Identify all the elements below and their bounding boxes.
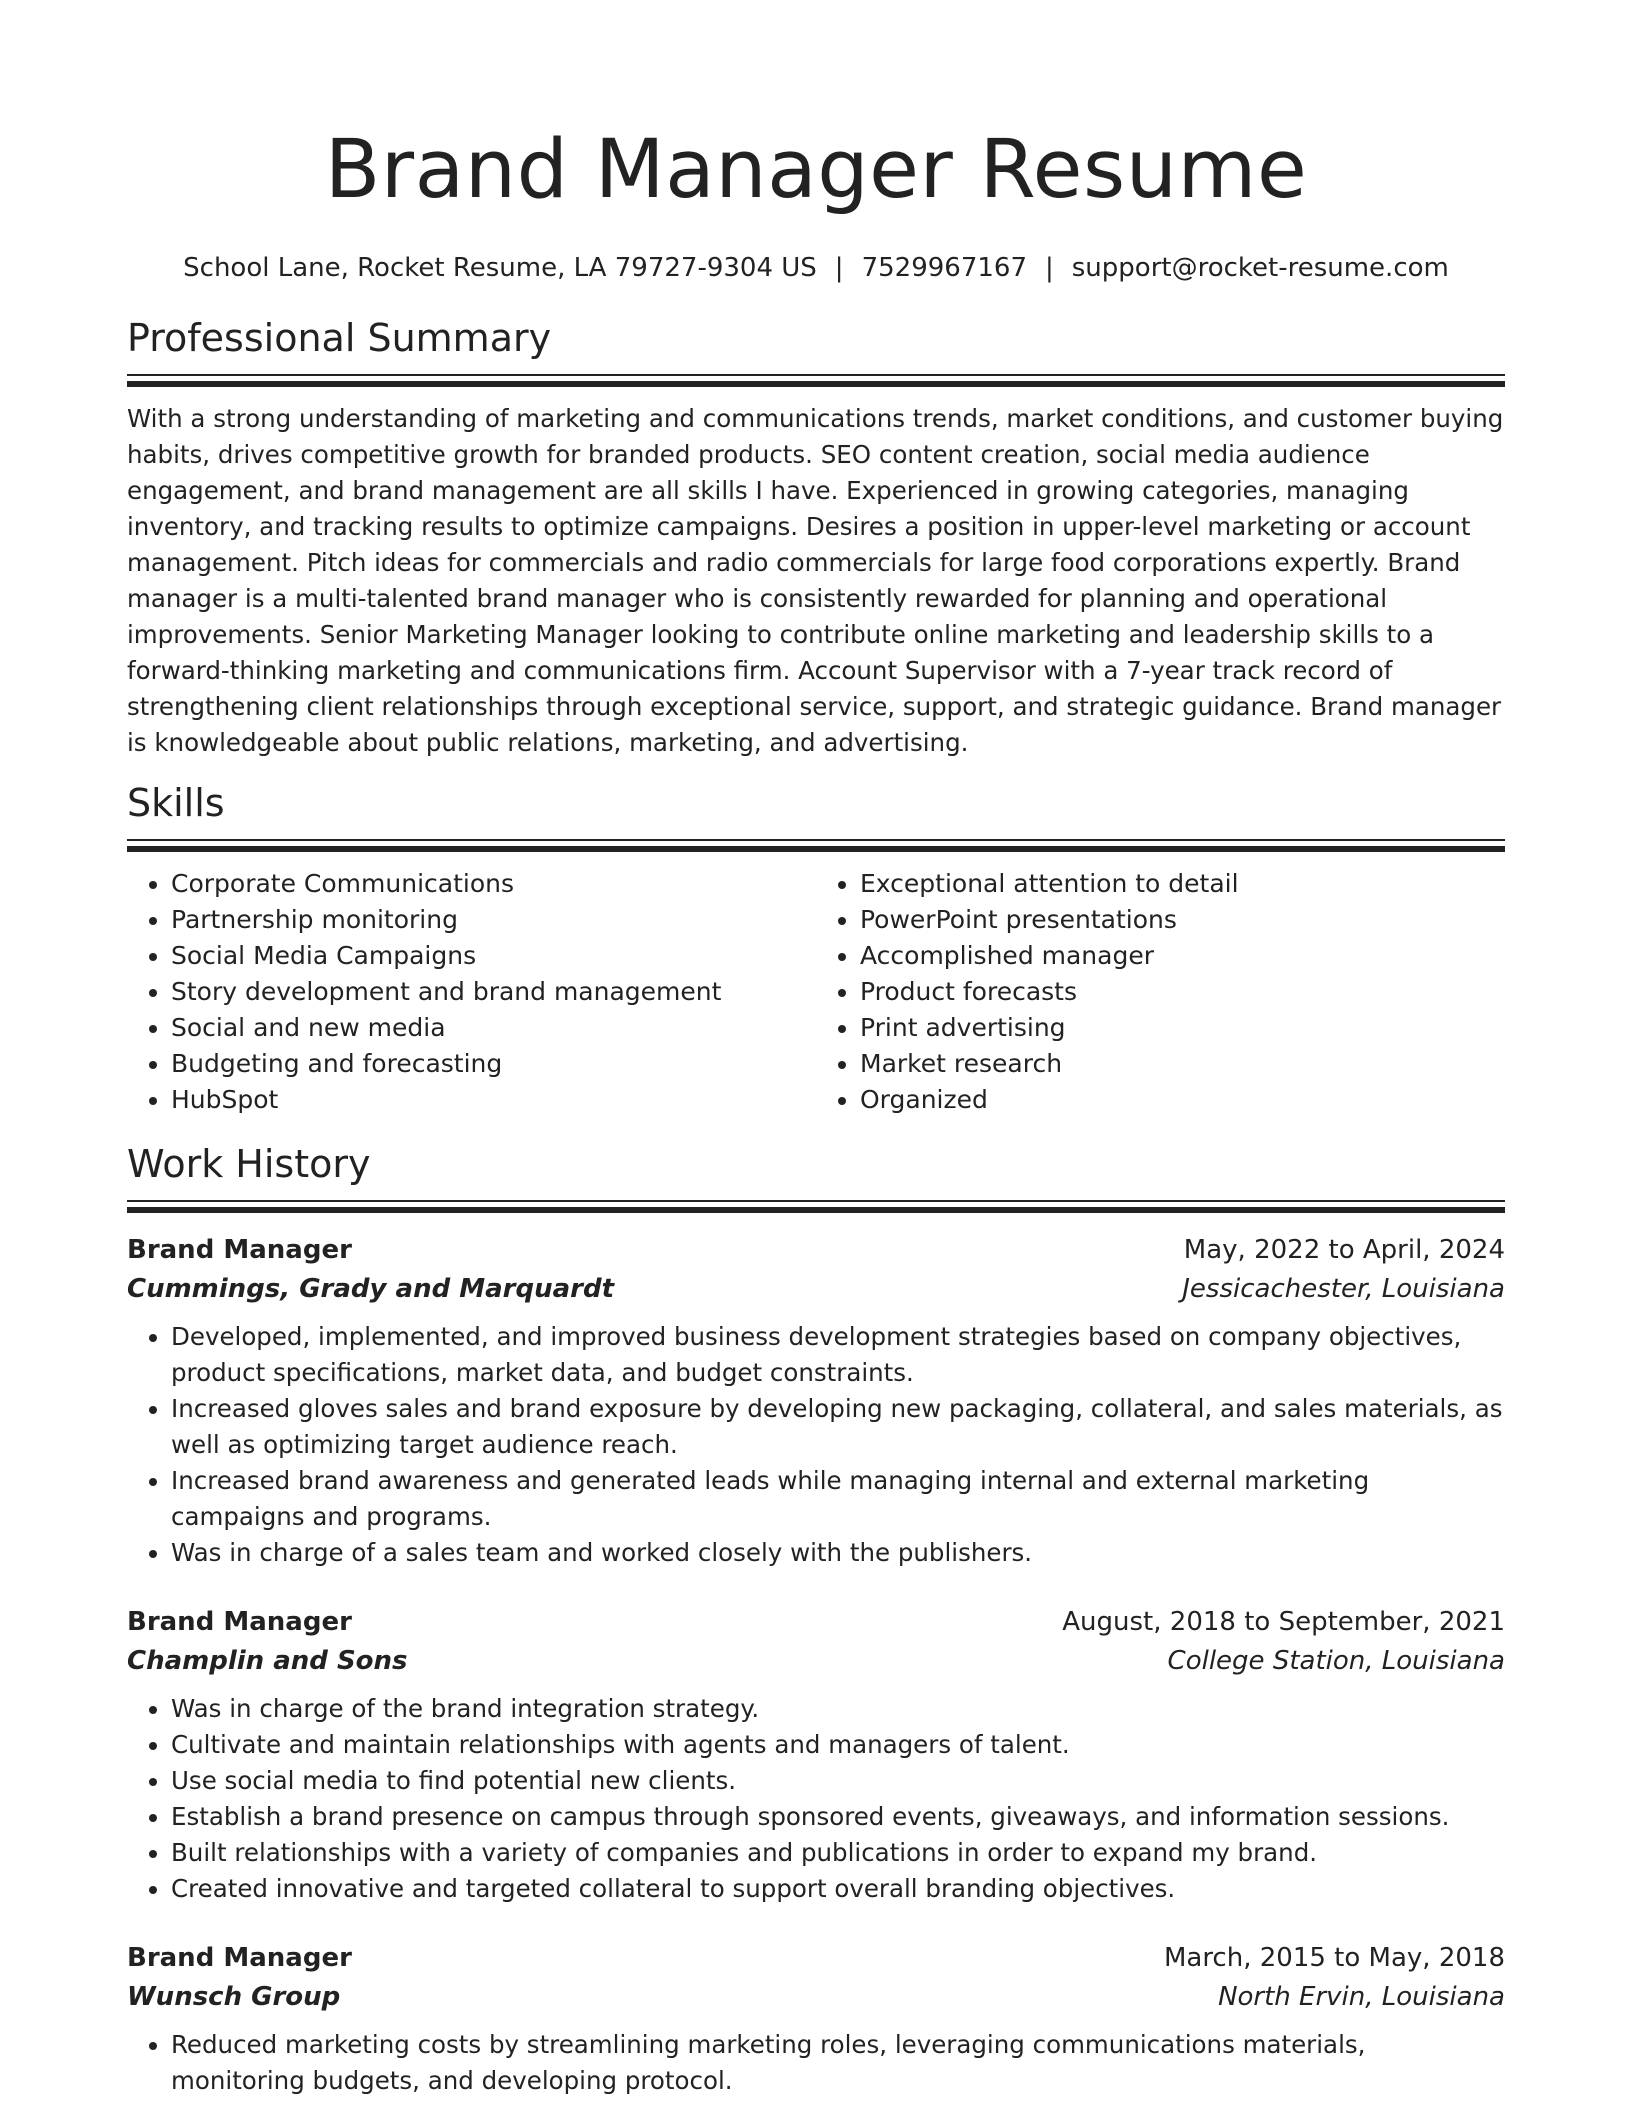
job-dates: August, 2018 to September, 2021: [1062, 1607, 1505, 1637]
skills-heading: Skills: [127, 781, 225, 825]
skill-item: • Product forecasts: [860, 974, 1505, 1010]
contact-line: [127, 252, 1505, 284]
job-bullet: • Built relationships with a variety of companies and publications in order to expand my brand.: [171, 1835, 1505, 1871]
job-dates: March, 2015 to May, 2018: [1163, 1943, 1505, 1973]
job-bullet: • Was in charge of the brand integration strategy.: [171, 1691, 1505, 1727]
skill-item: • Budgeting and forecasting: [171, 1046, 816, 1082]
skill-item: • PowerPoint presentations: [860, 902, 1505, 938]
job-title: Brand Manager: [127, 1607, 352, 1637]
page-title: Brand Manager Resume: [324, 123, 1308, 217]
section-divider: [127, 839, 1505, 852]
job-bullet: • Reduced marketing costs by streamlining marketing roles, leveraging communications materials, monitoring budgets, and developing protocol.: [171, 2027, 1505, 2099]
section-divider: [127, 374, 1505, 387]
skill-item: • Social Media Campaigns: [171, 938, 816, 974]
skill-item: • Print advertising: [860, 1010, 1505, 1046]
job-title: Brand Manager: [127, 1235, 352, 1265]
job-bullets: [127, 1691, 1505, 1907]
job-location: College Station, Louisiana: [1167, 1646, 1505, 1676]
work-section: [127, 1140, 1505, 2099]
contact-separator: |: [1044, 253, 1054, 283]
skills-columns: [127, 866, 1505, 1118]
job-bullet: • Increased brand awareness and generated leads while managing internal and external marketing campaigns and programs.: [171, 1463, 1505, 1535]
skill-item: • Story development and brand management: [171, 974, 816, 1010]
skill-item: • Corporate Communications: [171, 866, 816, 902]
job-location: North Ervin, Louisiana: [1218, 1982, 1505, 2012]
skill-item: • Social and new media: [171, 1010, 816, 1046]
job-bullets: [127, 2027, 1505, 2099]
job-location: Jessicachester, Louisiana: [1182, 1274, 1505, 1304]
job-bullet: • Use social media to find potential new clients.: [171, 1763, 1505, 1799]
skills-section: [127, 779, 1505, 1118]
skill-item: • Organized: [860, 1082, 1505, 1118]
job-company: Champlin and Sons: [127, 1646, 408, 1676]
skills-list-left: [127, 866, 816, 1118]
contact-email: support@rocket-resume.com: [1071, 253, 1449, 283]
job-bullets: [127, 1319, 1505, 1571]
job-company: Cummings, Grady and Marquardt: [127, 1274, 615, 1304]
job-bullet: • Establish a brand presence on campus through sponsored events, giveaways, and information sessions.: [171, 1799, 1505, 1835]
contact-separator: |: [834, 253, 844, 283]
summary-heading: Professional Summary: [127, 316, 552, 360]
skill-item: • Exceptional attention to detail: [860, 866, 1505, 902]
summary-text: With a strong understanding of marketing and communications trends, market conditions, and customer buying habits, drives competitive growth for branded products. SEO content creation, social media audience engagement, and brand management are all skills I have. Experienced in growing categories, managing inventory, and tracking results to optimize campaigns. Desires a position in upper-level marketing or account management. Pitch ideas for commercials and radio commercials for large food corporations expertly. Brand manager is a multi-talented brand manager who is consistently rewarded for planning and operational improvements. Senior Marketing Manager looking to contribute online marketing and leadership skills to a forward-thinking marketing and communications firm. Account Supervisor with a 7-year track record of strengthening client relationships through exceptional service, support, and strategic guidance. Brand manager is knowledgeable about public relations, marketing, and advertising.: [127, 404, 1504, 757]
job-dates: May, 2022 to April, 2024: [1183, 1235, 1505, 1265]
skills-list-right: [816, 866, 1505, 1118]
job-bullet: • Cultivate and maintain relationships with agents and managers of talent.: [171, 1727, 1505, 1763]
summary-section: [127, 314, 1505, 761]
job-company: Wunsch Group: [127, 1982, 341, 2012]
job-entry: [127, 1231, 1505, 1571]
job-bullet: • Developed, implemented, and improved business development strategies based on company objectives, product specifications, market data, and budget constraints.: [171, 1319, 1505, 1391]
section-divider: [127, 1200, 1505, 1213]
contact-phone: 7529967167: [861, 253, 1027, 283]
skill-item: • HubSpot: [171, 1082, 816, 1118]
skill-item: • Partnership monitoring: [171, 902, 816, 938]
job-bullet: • Was in charge of a sales team and worked closely with the publishers.: [171, 1535, 1505, 1571]
job-entry: [127, 1603, 1505, 1907]
job-entry: [127, 1939, 1505, 2099]
skill-item: • Accomplished manager: [860, 938, 1505, 974]
job-bullet: • Increased gloves sales and brand exposure by developing new packaging, collateral, and sales materials, as well as optimizing target audience reach.: [171, 1391, 1505, 1463]
job-bullet: • Created innovative and targeted collateral to support overall branding objectives.: [171, 1871, 1505, 1907]
skill-item: • Market research: [860, 1046, 1505, 1082]
contact-address: School Lane, Rocket Resume, LA 79727-9304 US: [183, 253, 817, 283]
work-heading: Work History: [127, 1142, 371, 1186]
job-title: Brand Manager: [127, 1943, 352, 1973]
